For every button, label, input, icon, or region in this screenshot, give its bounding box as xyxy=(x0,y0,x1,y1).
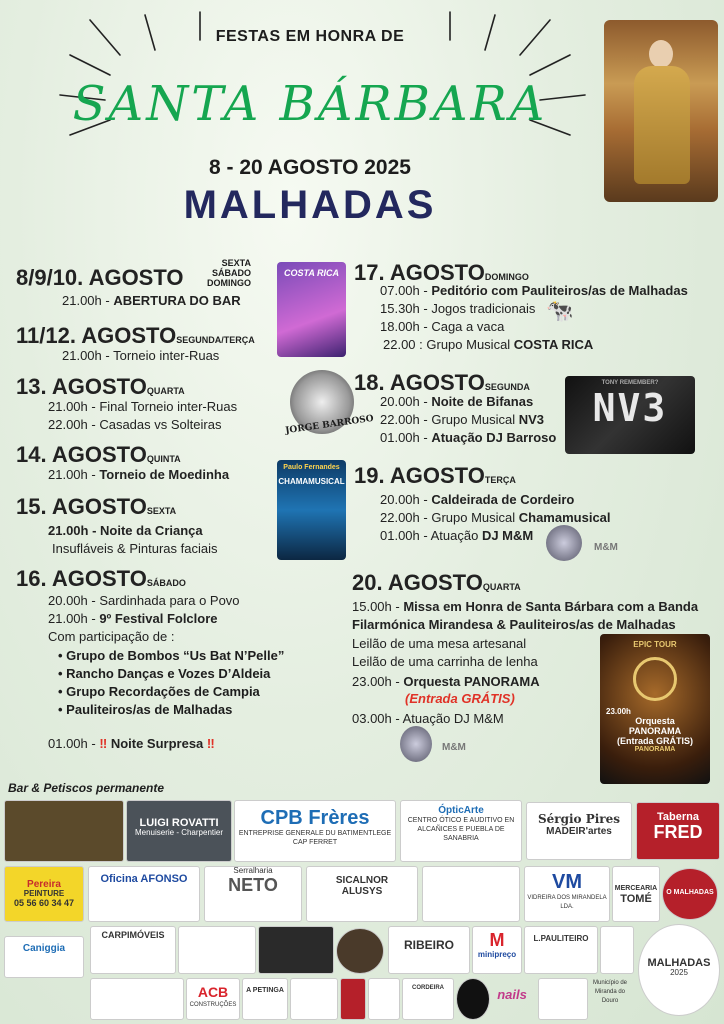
sponsor-logo: M minipreço xyxy=(472,926,522,974)
nv3-band-photo: TONY REMEMBER? NV3 xyxy=(565,376,695,454)
dj-barroso-logo: JORGE BARROSO xyxy=(284,413,375,437)
costa-rica-photo: COSTA RICA xyxy=(277,262,346,357)
sponsor-logo: Sérgio Pires MADEIR'artes xyxy=(526,802,632,860)
bullet-item: • Rancho Danças e Vozes D’Aldeia xyxy=(58,666,271,681)
cow-icon: 🐄 xyxy=(546,298,574,323)
sponsor-logo xyxy=(290,978,338,1020)
event-line: 01.00h - Atuação DJ M&M xyxy=(380,528,534,543)
day-heading: 18. AGOSTOSEGUNDA xyxy=(354,370,530,395)
sponsor-logo xyxy=(4,800,124,862)
sponsor-logo: O MALHADAS xyxy=(662,868,718,920)
sponsor-logo: Serralharia NETO xyxy=(204,866,302,922)
sponsor-logo: VM VIDREIRA DOS MIRANDELA LDA. xyxy=(524,866,610,922)
sponsor-logo: SICALNOR ALUSYS xyxy=(306,866,418,922)
sponsor-logo: nails xyxy=(497,987,527,1002)
sponsor-logo: CARPIMÓVEIS xyxy=(90,926,176,974)
sponsor-logo: L.PAULITEIRO xyxy=(524,926,598,974)
sponsor-logo: ACB CONSTRUÇÕES xyxy=(186,978,240,1020)
event-line: 20.00h - Caldeirada de Cordeiro xyxy=(380,492,575,507)
event-line: 01.00h - ‼ Noite Surpresa ‼ xyxy=(48,736,215,751)
event-line: 15.30h - Jogos tradicionais xyxy=(380,301,536,316)
sponsor-logo xyxy=(336,928,384,974)
event-line: 21.00h - Final Torneio inter-Ruas xyxy=(48,399,238,414)
event-line: Leilão de uma mesa artesanal xyxy=(352,636,527,651)
day-heading: 17. AGOSTODOMINGO xyxy=(354,260,529,285)
sponsors-grid xyxy=(0,798,724,1024)
panorama-emblem-icon xyxy=(633,657,677,701)
sponsor-logo: MERCEARIA TOMÉ xyxy=(612,866,660,922)
sponsor-logo xyxy=(258,926,334,974)
event-line: 01.00h - Atuação DJ Barroso xyxy=(380,430,557,445)
header-title: SANTA BÁRBARA xyxy=(72,76,548,132)
event-line: 21.00h - Torneio inter-Ruas xyxy=(62,348,220,363)
sponsor-logo xyxy=(538,978,588,1020)
bullet-item: • Grupo de Bombos “Us Bat N’Pelle” xyxy=(58,648,285,663)
day-heading: 14. AGOSTOQUINTA xyxy=(16,442,181,467)
sponsor-logo: CORDEIRA xyxy=(402,978,454,1020)
sponsor-logo: Pereira PEINTURE 05 56 60 34 47 xyxy=(4,866,84,922)
event-line: Insufláveis & Pinturas faciais xyxy=(52,541,218,556)
bar-label: Bar & Petiscos permanente xyxy=(8,781,165,795)
panorama-photo: EPIC TOUR 23.00h Orquesta PANORAMA (Entrada GRÁTIS) PANORAMA xyxy=(600,634,710,784)
event-line: Com participação de : xyxy=(48,629,175,644)
event-line: 21.00h - ABERTURA DO BAR xyxy=(62,293,241,308)
sponsor-logo xyxy=(600,926,634,974)
sponsor-logo xyxy=(340,978,366,1020)
burst-icon: ‼ xyxy=(99,736,108,751)
event-line: 21.00h - Noite da Criança xyxy=(48,523,203,538)
event-line: 21.00h - Torneio de Moedinha xyxy=(48,467,230,482)
chamamusical-photo: Paulo Fernandes CHAMAMUSICAL xyxy=(277,460,346,560)
event-line: 22.00 : Grupo Musical COSTA RICA xyxy=(383,337,594,352)
sponsor-logo: Município de Miranda do Douro xyxy=(592,980,628,1004)
day-heading: 16. AGOSTOSÁBADO xyxy=(16,566,186,591)
free-entry-label: (Entrada GRÁTIS) xyxy=(405,691,515,706)
bullet-item: • Grupo Recordações de Campia xyxy=(58,684,260,699)
event-line: 23.00h - Orquesta PANORAMA xyxy=(352,674,540,689)
header-place: MALHADAS xyxy=(183,183,437,227)
event-line: 22.00h - Grupo Musical NV3 xyxy=(380,412,545,427)
burst-icon: ‼ xyxy=(206,736,215,751)
saint-statue-image xyxy=(604,20,718,202)
event-line: 07.00h - Peditório com Pauliteiros/as de Malhadas xyxy=(380,283,688,298)
sponsor-logo: Oficina AFONSO xyxy=(88,866,200,922)
event-line: 22.00h - Grupo Musical Chamamusical xyxy=(380,510,611,525)
event-line: 03.00h - Atuação DJ M&M xyxy=(352,711,504,726)
day-heading: 11/12. AGOSTOSEGUNDA/TERÇA xyxy=(16,323,255,348)
sponsor-logo xyxy=(90,978,184,1020)
day-heading: 20. AGOSTOQUARTA xyxy=(352,570,521,595)
day-heading: 19. AGOSTOTERÇA xyxy=(354,463,516,488)
sponsor-logo: A PETINGA xyxy=(242,978,288,1020)
event-line: 15.00h - Missa em Honra de Santa Bárbara com a Banda xyxy=(352,599,699,614)
sponsor-logo: ÓpticArte CENTRO ÓTICO E AUDITIVO EN ALCAÑICES E PUEBLA DE SANABRIA xyxy=(400,800,522,862)
event-line: 20.00h - Noite de Bifanas xyxy=(380,394,534,409)
day-heading: 13. AGOSTOQUARTA xyxy=(16,374,185,399)
dj-mm-photo xyxy=(546,525,582,561)
sponsor-logo: LUIGI ROVATTI Menuiserie - Charpentier xyxy=(126,800,232,862)
event-line: 18.00h - Caga a vaca xyxy=(380,319,505,334)
sponsor-logo: RIBEIRO xyxy=(388,926,470,974)
header-dates: 8 - 20 AGOSTO 2025 xyxy=(209,156,411,179)
event-line: Filarmónica Mirandesa & Pauliteiros/as de Malhadas xyxy=(352,617,676,632)
sponsor-logo xyxy=(178,926,256,974)
weekday-label: SEXTA SÁBADO DOMINGO xyxy=(207,258,251,288)
header-subtitle: FESTAS EM HONRA DE xyxy=(215,28,405,45)
event-line: 22.00h - Casadas vs Solteiras xyxy=(48,417,222,432)
sponsor-logo xyxy=(368,978,400,1020)
mm-logo: M&M xyxy=(594,542,618,553)
sponsor-logo: Taberna FRED xyxy=(636,802,720,860)
sponsor-logo: Caniggia xyxy=(4,936,84,978)
sponsor-logo: MALHADAS 2025 xyxy=(638,924,720,1016)
sponsor-logo xyxy=(456,978,490,1020)
sponsor-logo: CPB Frères ENTREPRISE GENERALE DU BATIMENTLEGE CAP FERRET xyxy=(234,800,396,862)
dj-mm-photo-2 xyxy=(400,726,432,762)
sponsor-logo xyxy=(422,866,520,922)
event-line: 20.00h - Sardinhada para o Povo xyxy=(48,593,240,608)
event-line: Leilão de uma carrinha de lenha xyxy=(352,654,538,669)
mm-logo-2: M&M xyxy=(442,742,466,753)
bullet-item: • Pauliteiros/as de Malhadas xyxy=(58,702,233,717)
day-heading: 8/9/10. AGOSTO xyxy=(16,265,184,290)
event-line: 21.00h - 9º Festival Folclore xyxy=(48,611,218,626)
day-heading: 15. AGOSTOSEXTA xyxy=(16,494,177,519)
